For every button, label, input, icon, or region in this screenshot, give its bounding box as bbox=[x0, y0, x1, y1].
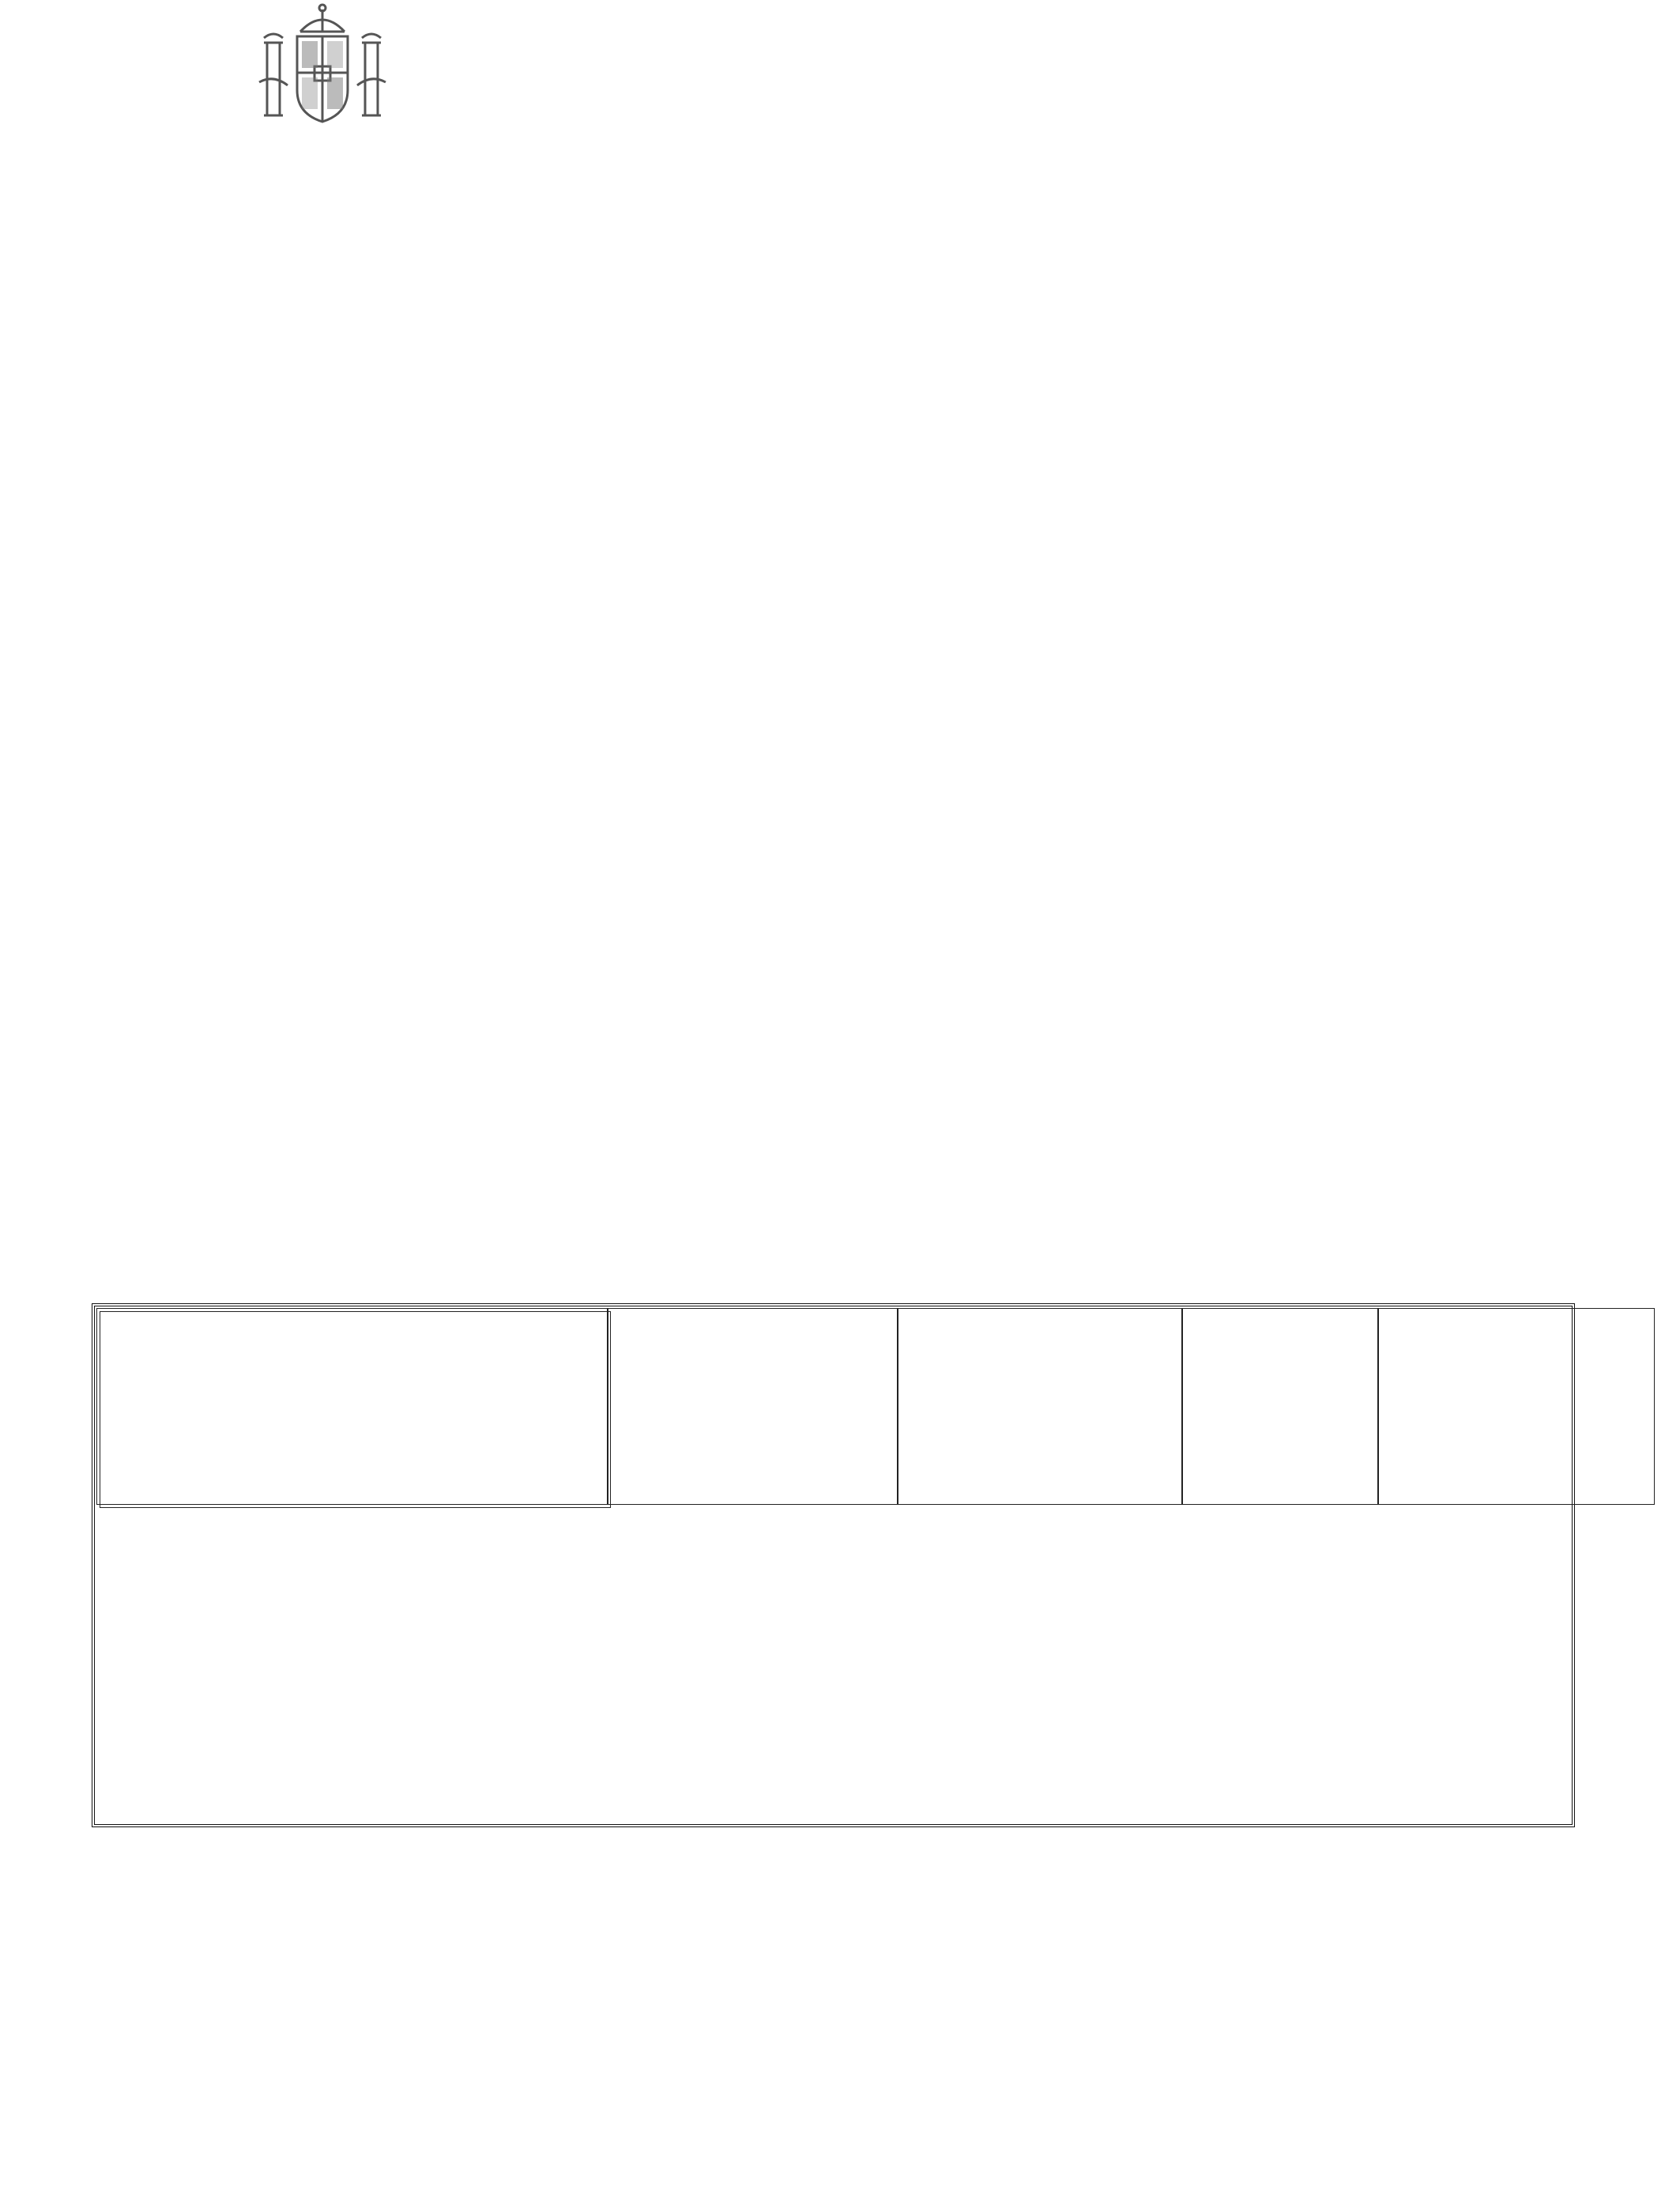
coat-of-arms-icon bbox=[251, 3, 394, 136]
header-expediente-box bbox=[96, 1308, 608, 1505]
header-fiscalizado-box bbox=[1378, 1308, 1655, 1505]
header-presupuesto-box bbox=[608, 1308, 898, 1505]
header-anterior-box bbox=[898, 1308, 1182, 1505]
header-variacion-box bbox=[1182, 1308, 1378, 1505]
